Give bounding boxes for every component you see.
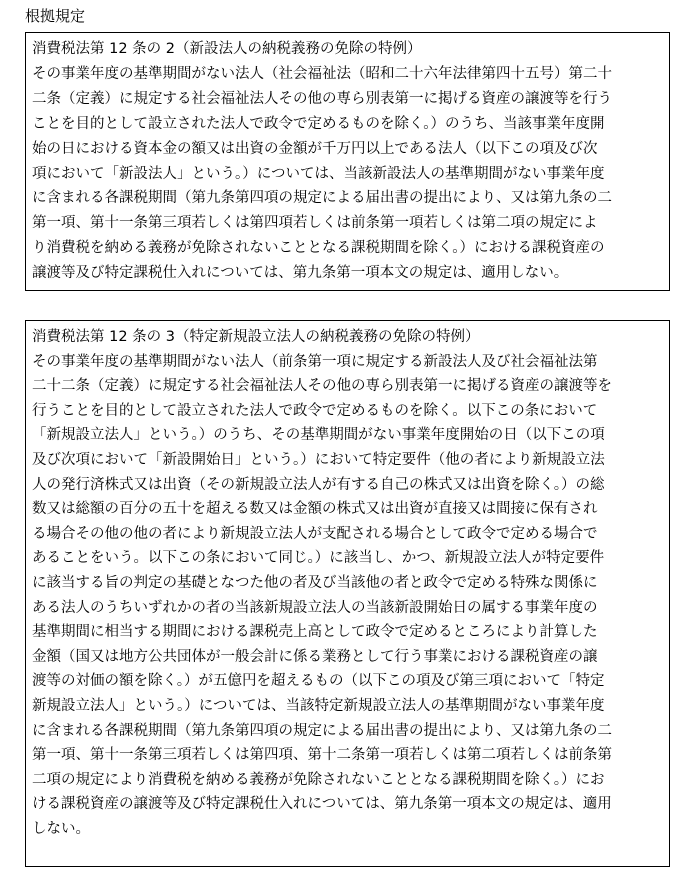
provision-box-12-3 xyxy=(25,320,670,867)
provision-text-line: 二項の規定により消費税を納める義務が免除されないこととなる課税期間を除く。）にお xyxy=(32,771,605,788)
provision-text-line: 渡等の対価の額を除く。）が五億円を超えるもの（以下この項及び第三項において「特定 xyxy=(32,673,605,690)
provision-title: 消費税法第 12 条の 2（新設法人の納税義務の免除の特例） xyxy=(32,41,422,57)
provision-text-line: その事業年度の基準期間がない法人（前条第一項に規定する新設法人及び社会福祉法第 xyxy=(32,353,598,370)
provision-text-line: 基準期間に相当する期間における課税売上高として政令で定めるところにより計算した xyxy=(32,624,598,641)
provision-text-line: 第一項、第十一条第三項若しくは第四項、第十二条第一項若しくは第二項若しくは前条第 xyxy=(32,747,612,764)
provision-text-line: に含まれる各課税期間（第九条第四項の規定による届出書の提出により、又は第九条の二 xyxy=(32,190,612,207)
provision-text-line: 金額（国又は地方公共団体が一般会計に係る業務として行う事業における課税資産の譲 xyxy=(32,648,598,665)
provision-text-line: 項において「新設法人」という。）については、当該新設法人の基準期間がない事業年度 xyxy=(32,165,605,182)
provision-text-line: ける課税資産の譲渡等及び特定課税仕入れについては、第九条第一項本文の規定は、適用 xyxy=(32,796,612,813)
provision-text-line: 人の発行済株式又は出資（その新規設立法人が有する自己の株式又は出資を除く。）の総 xyxy=(32,476,605,493)
provision-text-line: 新規設立法人」という。）については、当該特定新規設立法人の基準期間がない事業年度 xyxy=(32,697,605,714)
provision-text-line: ことを目的として設立された法人で政令で定めるものを除く。）のうち、当該事業年度開 xyxy=(32,115,605,132)
provision-text-line: る場合その他の他の者により新規設立法人が支配される場合として政令で定める場合で xyxy=(32,525,598,542)
provision-text-line: しない。 xyxy=(32,820,90,837)
provision-text-line: に該当する旨の判定の基礎となつた他の者及び当該他の者と政令で定める特殊な関係に xyxy=(32,574,598,591)
provision-text-line: り消費税を納める義務が免除されないこととなる課税期間を除く。）における課税資産の xyxy=(32,240,605,257)
provision-text-line: 「新規設立法人」という。）のうち、その基準期間がない事業年度開始の日（以下この項 xyxy=(32,427,605,444)
page-heading: 根拠規定 xyxy=(25,7,86,25)
provision-text-line: 及び次項において「新設開始日」という。）において特定要件（他の者により新規設立法 xyxy=(32,451,605,468)
provision-text-line: ある法人のうちいずれかの者の当該新規設立法人の当該新設開始日の属する事業年度の xyxy=(32,599,598,616)
provision-title: 消費税法第 12 条の 3（特定新規設立法人の納税義務の免除の特例） xyxy=(32,329,480,345)
provision-text-line: 第一項、第十一条第三項若しくは第四項若しくは前条第一項若しくは第二項の規定によ xyxy=(32,215,598,232)
provision-text-line: 二条（定義）に規定する社会福祉法人その他の専ら別表第一に掲げる資産の譲渡等を行う xyxy=(32,90,612,107)
provision-text-line: 始の日における資本金の額又は出資の金額が千万円以上である法人（以下この項及び次 xyxy=(32,140,598,157)
provision-text-line: に含まれる各課税期間（第九条第四項の規定による届出書の提出により、又は第九条の二 xyxy=(32,722,612,739)
provision-text-line: その事業年度の基準期間がない法人（社会福祉法（昭和二十六年法律第四十五号）第二十 xyxy=(32,65,612,82)
provision-text-line: 二十二条（定義）に規定する社会福祉法人その他の専ら別表第一に掲げる資産の譲渡等を xyxy=(32,378,612,395)
provision-text-line: 行うことを目的として設立された法人で政令で定めるものを除く。以下この条において xyxy=(32,402,598,419)
provision-text-line: あることをいう。以下この条において同じ。）に該当し、かつ、新規設立法人が特定要件 xyxy=(32,550,605,567)
provision-text-line: 数又は総額の百分の五十を超える数又は金額の株式又は出資が直接又は間接に保有され xyxy=(32,501,598,518)
provision-box-12-2 xyxy=(25,32,670,291)
provision-text-line: 譲渡等及び特定課税仕入れについては、第九条第一項本文の規定は、適用しない。 xyxy=(32,265,569,282)
